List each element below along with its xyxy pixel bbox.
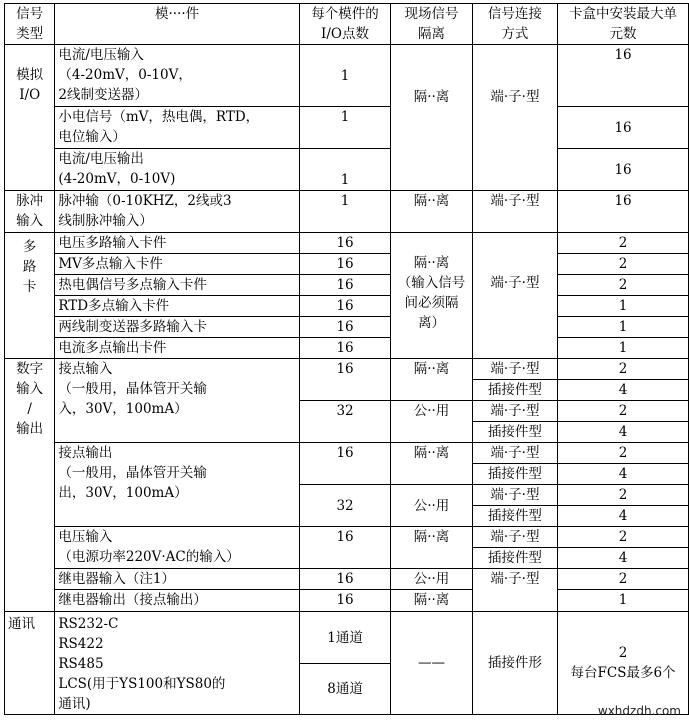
table-row — [5, 612, 689, 664]
contact-in-max-2: 4 — [558, 380, 689, 401]
voltage-in-max-2: 4 — [558, 548, 689, 569]
comm-isolation: —— — [391, 612, 472, 715]
multi-io-1: 16 — [299, 233, 391, 254]
header-isolation: 现场信号 隔离 — [391, 4, 472, 45]
analog-io-3: 1 — [299, 149, 391, 191]
contact-in-conn-1: 端·子·型 — [472, 359, 557, 380]
contact-out-io-b: 32 — [299, 485, 391, 527]
contact-out-iso-a: 隔··离 — [391, 443, 472, 485]
relay-in-iso: 公··用 — [391, 569, 472, 590]
voltage-in-io: 16 — [299, 527, 391, 569]
pulse-max: 16 — [558, 191, 689, 233]
contact-in-max-4: 4 — [558, 422, 689, 443]
header-io-points: 每个模件的 I/O点数 — [299, 4, 391, 45]
table-row — [5, 254, 689, 275]
contact-in-max-3: 2 — [558, 401, 689, 422]
multi-io-6: 16 — [299, 338, 391, 359]
multi-module-4: RTD多点输入卡件 — [55, 296, 299, 317]
table-row — [5, 359, 689, 380]
voltage-in-iso: 隔··离 — [391, 527, 472, 569]
analog-module-1: 电流/电压输入 （4-20mV，0-10V， 2线制变送器） — [55, 45, 299, 107]
comm-type: 通讯 — [5, 612, 55, 715]
relay-conn: 端·子·型 — [472, 569, 557, 612]
contact-out-io-a: 16 — [299, 443, 391, 485]
header-signal-type: 信号 类型 — [5, 4, 55, 45]
header-connection: 信号连接 方式 — [472, 4, 557, 45]
pulse-isolation: 隔··离 — [391, 191, 472, 233]
pulse-connection: 端·子·型 — [472, 191, 557, 233]
multi-type: 多 路 卡 — [5, 233, 55, 359]
contact-out-module: 接点输出 （一般用，晶体管开关输 出，30V，100mA） — [55, 443, 299, 527]
multi-max-4: 1 — [558, 296, 689, 317]
contact-in-conn-2: 插接件型 — [472, 380, 557, 401]
comm-module: RS232-C RS422 RS485 LCS(用于YS100和YS80的 通讯) — [55, 612, 299, 715]
table-row — [5, 317, 689, 338]
contact-in-iso-a: 隔··离 — [391, 359, 472, 401]
contact-in-io-b: 32 — [299, 401, 391, 443]
voltage-in-conn-2: 插接件型 — [472, 548, 557, 569]
table-row — [5, 149, 689, 191]
table-row — [5, 191, 689, 233]
contact-out-conn-1: 端·子·型 — [472, 443, 557, 464]
relay-out-max: 1 — [558, 590, 689, 612]
voltage-in-max-1: 2 — [558, 527, 689, 548]
multi-module-1: 电压多路输入卡件 — [55, 233, 299, 254]
analog-max-3: 16 — [558, 149, 689, 191]
multi-module-5: 两线制变送器多路输入卡 — [55, 317, 299, 338]
multi-io-4: 16 — [299, 296, 391, 317]
analog-isolation: 隔··离 — [391, 45, 472, 191]
relay-in-max: 2 — [558, 569, 689, 590]
header-module: 模····件 — [55, 4, 299, 45]
contact-out-max-3: 2 — [558, 485, 689, 506]
contact-in-max-1: 2 — [558, 359, 689, 380]
multi-max-6: 1 — [558, 338, 689, 359]
table-row — [5, 569, 689, 590]
contact-out-max-2: 4 — [558, 464, 689, 485]
table-row — [5, 590, 689, 612]
relay-in-io: 16 — [299, 569, 391, 590]
contact-out-conn-2: 插接件型 — [472, 464, 557, 485]
multi-max-2: 2 — [558, 254, 689, 275]
relay-in-module: 继电器输入（注1） — [55, 569, 299, 590]
table-row — [5, 233, 689, 254]
comm-io-a: 1通道 — [299, 612, 391, 664]
multi-max-5: 1 — [558, 317, 689, 338]
contact-in-conn-4: 插接件型 — [472, 422, 557, 443]
comm-io-b: 8通道 — [299, 664, 391, 715]
contact-in-io-a: 16 — [299, 359, 391, 401]
contact-out-max-4: 4 — [558, 506, 689, 527]
analog-io-1: 1 — [299, 45, 391, 107]
io-module-spec-table — [4, 3, 689, 715]
multi-module-6: 电流多点输出卡件 — [55, 338, 299, 359]
comm-max: 2 每台FCS最多6个 — [558, 612, 689, 715]
pulse-module: 脉冲输（0-10KHZ，2线或3 线制脉冲输入） — [55, 191, 299, 233]
voltage-in-module: 电压输入 （电源功率220V·AC的输入） — [55, 527, 299, 569]
table-row — [5, 45, 689, 107]
analog-module-2: 小电信号（mV，热电偶，RTD， 电位输入） — [55, 107, 299, 149]
multi-max-3: 2 — [558, 275, 689, 296]
digital-type: 数字 输入 / 输出 — [5, 359, 55, 612]
multi-isolation: 隔··离 （输入信号 间必须隔 离） — [391, 233, 472, 359]
header-row — [5, 4, 689, 45]
multi-module-2: MV多点输入卡件 — [55, 254, 299, 275]
table-row — [5, 107, 689, 149]
multi-io-3: 16 — [299, 275, 391, 296]
table-row — [5, 338, 689, 359]
comm-connection: 插接件形 — [472, 612, 557, 715]
voltage-in-conn-1: 端·子·型 — [472, 527, 557, 548]
analog-type: 模拟 I/O — [5, 45, 55, 191]
pulse-io: 1 — [299, 191, 391, 233]
contact-out-conn-3: 端·子·型 — [472, 485, 557, 506]
watermark: wxhdzdh.com — [597, 704, 681, 718]
header-max-units: 卡盒中安装最大单 元数 — [558, 4, 689, 45]
contact-out-conn-4: 插接件型 — [472, 506, 557, 527]
contact-in-iso-b: 公··用 — [391, 401, 472, 443]
analog-max-2: 16 — [558, 107, 689, 149]
multi-io-2: 16 — [299, 254, 391, 275]
analog-io-2: 1 — [299, 107, 391, 149]
contact-in-conn-3: 端·子·型 — [472, 401, 557, 422]
multi-connection: 端·子·型 — [472, 233, 557, 359]
table-row — [5, 296, 689, 317]
pulse-type: 脉冲 输入 — [5, 191, 55, 233]
relay-out-io: 16 — [299, 590, 391, 612]
table-row — [5, 275, 689, 296]
analog-max-1: 16 — [558, 45, 689, 107]
table-row — [5, 443, 689, 464]
analog-module-3: 电流/电压输出 (4-20mV，0-10V) — [55, 149, 299, 191]
contact-in-module: 接点输入 （一般用，晶体管开关输 入，30V，100mA） — [55, 359, 299, 443]
contact-out-iso-b: 公··用 — [391, 485, 472, 527]
relay-out-module: 继电器输出（接点输出） — [55, 590, 299, 612]
table-row — [5, 527, 689, 548]
multi-io-5: 16 — [299, 317, 391, 338]
multi-max-1: 2 — [558, 233, 689, 254]
analog-connection: 端·子·型 — [472, 45, 557, 191]
relay-out-iso: 隔··离 — [391, 590, 472, 612]
multi-module-3: 热电偶信号多点输入卡件 — [55, 275, 299, 296]
contact-out-max-1: 2 — [558, 443, 689, 464]
